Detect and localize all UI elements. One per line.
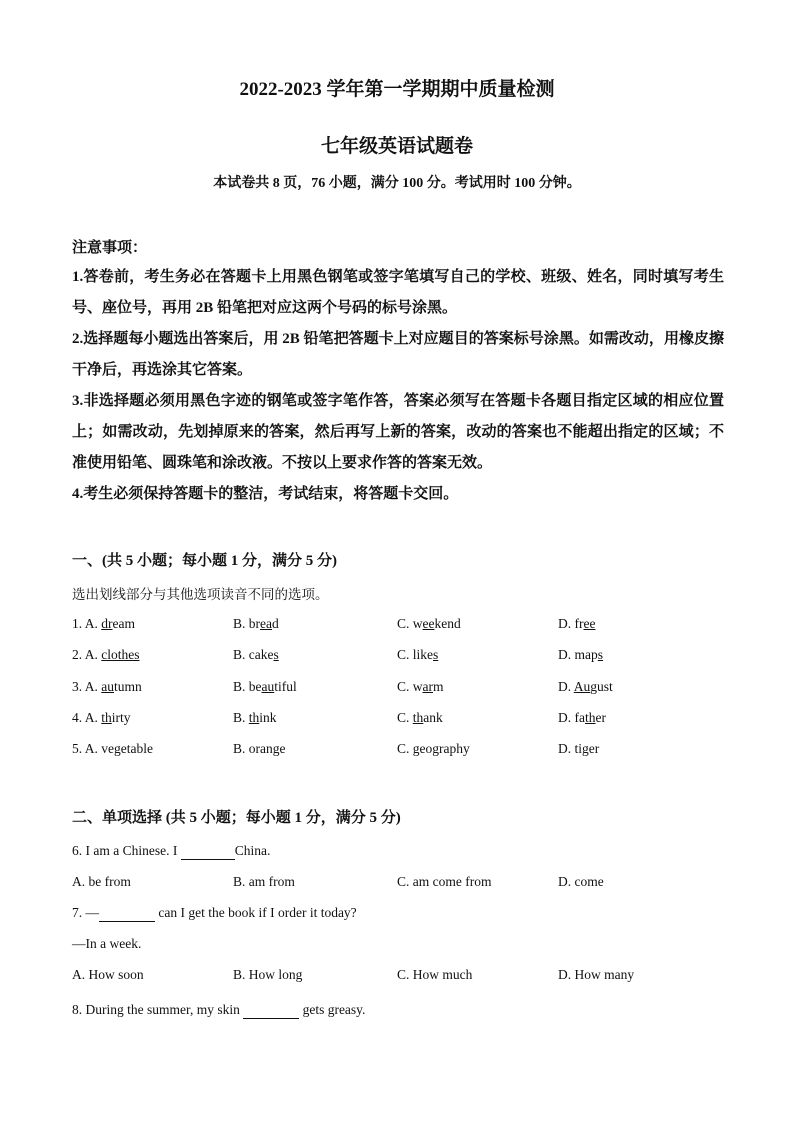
q1-option-b	[233, 616, 279, 632]
q7-blank	[99, 905, 155, 922]
q5-option-d-pre: D. ti	[558, 741, 583, 756]
q5-option-a-pre: 5. A. ve	[72, 741, 114, 756]
q4-option-a-post: irty	[111, 710, 131, 725]
q1-option-d-pre: D. fr	[558, 616, 584, 631]
q3-option-d	[558, 679, 613, 695]
q2-option-b	[233, 647, 279, 663]
q6-option-a: A. be from	[72, 874, 131, 889]
q2-option-d-under: s	[597, 647, 604, 662]
q1-option-b-post: d	[271, 616, 279, 631]
q1-option-a-tail: m	[124, 616, 136, 631]
q1-option-d-under: ee	[583, 616, 596, 631]
q3-option-a-under: au	[101, 679, 115, 694]
q2-option-d-pre: D. map	[558, 647, 598, 662]
question-4-row	[72, 710, 732, 730]
q4-option-c-under: th	[412, 710, 424, 725]
q5-option-c	[397, 741, 470, 757]
q6-stem-end: China.	[234, 843, 271, 858]
q3-option-d-under: Au	[573, 679, 591, 694]
q2-option-c	[397, 647, 438, 663]
q6-stem: 6. I am a Chinese. I	[72, 843, 181, 858]
q1-option-a	[72, 616, 135, 632]
q1-option-a-pre: 1. A.	[72, 616, 102, 631]
q2-option-c-pre: C. like	[397, 647, 433, 662]
q7-option-b: B. How long	[233, 967, 303, 982]
q2-option-a-under: clothes	[101, 647, 140, 662]
section-1-instruction: 选出划线部分与其他选项读音不同的选项。	[72, 587, 329, 602]
q7-option-a: A. How soon	[72, 967, 144, 982]
q6-blank	[181, 843, 235, 860]
q1-option-b-pre: B. br	[233, 616, 260, 631]
q4-option-b-pre: B.	[233, 710, 249, 725]
q8-blank	[243, 1002, 299, 1019]
q5-option-b	[233, 741, 286, 757]
q4-option-d-under: th	[585, 710, 596, 725]
note-item-4: 4.考生必须保持答题卡的整洁，考试结束，将答题卡交回。	[72, 486, 459, 502]
q4-option-b-under: th	[248, 710, 260, 725]
q4-option-c-post: ank	[423, 710, 443, 725]
q3-option-c	[397, 679, 444, 695]
q1-option-a-post: ea	[112, 616, 125, 631]
q5-option-a	[72, 741, 153, 757]
q3-option-a	[72, 679, 142, 695]
q3-option-a-pre: 3. A.	[72, 679, 102, 694]
q3-option-a-post: tumn	[114, 679, 142, 694]
q3-option-b	[233, 679, 297, 695]
q2-option-a	[72, 647, 140, 663]
q6-option-c: C. am come from	[397, 874, 492, 889]
q5-option-b-under: g	[272, 741, 280, 756]
q7-stem: 7. —	[72, 905, 99, 920]
q3-option-d-post: gust	[590, 679, 613, 694]
q1-option-b-under: ea	[260, 616, 272, 631]
q5-option-b-pre: B. oran	[233, 741, 273, 756]
q5-option-b-post: e	[279, 741, 286, 756]
q1-option-c	[397, 616, 461, 632]
q5-option-d-under: g	[582, 741, 589, 756]
q5-option-c-under: g	[412, 741, 420, 756]
q3-option-d-pre: D.	[558, 679, 574, 694]
q4-option-c-pre: C.	[397, 710, 413, 725]
paper-title: 七年级英语试题卷	[320, 136, 473, 157]
q7-options	[72, 967, 732, 987]
q7-stem-end: can I get the book if I order it today?	[155, 905, 357, 920]
q4-option-b	[233, 710, 277, 726]
q8-stem: 8. During the summer, my skin	[72, 1002, 244, 1017]
question-8	[72, 1002, 365, 1019]
q2-option-a-pre: 2. A.	[72, 647, 102, 662]
q1-option-c-post: kend	[434, 616, 461, 631]
q2-option-b-under: s	[273, 647, 279, 662]
note-item-2: 2.选择题每小题选出答案后，用 2B 铅笔把答题卡上对应题目的答案标号涂黑。如需改动，用橡皮擦干净后，再选涂其它答案。	[72, 331, 724, 378]
question-1-row	[72, 616, 732, 636]
q3-option-c-under: ar	[422, 679, 434, 694]
q7-reply: —In a week.	[72, 936, 142, 951]
q7-option-d: D. How many	[558, 967, 635, 982]
q4-option-a	[72, 710, 131, 726]
q3-option-c-post: m	[433, 679, 444, 694]
q4-option-d-pre: D. fa	[558, 710, 585, 725]
q4-option-b-post: ink	[259, 710, 277, 725]
note-item-1: 1.答卷前，考生务必在答题卡上用黑色钢笔或签字笔填写自己的学校、班级、姓名，同时填写考生号、座位号，再用 2B 铅笔把对应这两个号码的标号涂黑。	[72, 269, 724, 316]
q2-option-b-pre: B. cake	[233, 647, 274, 662]
q3-option-c-pre: C. w	[397, 679, 423, 694]
q5-option-a-under: g	[114, 741, 121, 756]
notes-heading: 注意事项：	[72, 240, 148, 256]
exam-info: 本试卷共 8 页，76 小题，满分 100 分。考试用时 100 分钟。	[213, 176, 581, 191]
section-2-heading: 二、单项选择 (共 5 小题；每小题 1 分，满分 5 分)	[72, 810, 401, 826]
question-2-row	[72, 647, 732, 667]
question-5-row	[72, 741, 732, 761]
section-1-heading: 一、(共 5 小题；每小题 1 分，满分 5 分)	[72, 553, 337, 569]
q2-option-c-under: s	[433, 647, 439, 662]
q4-option-d	[558, 710, 606, 726]
q7-option-c: C. How much	[397, 967, 473, 982]
q4-option-c	[397, 710, 443, 726]
q3-option-b-pre: B. be	[233, 679, 262, 694]
q5-option-d	[558, 741, 599, 757]
question-6	[72, 843, 270, 860]
q4-option-d-post: er	[595, 710, 607, 725]
q5-option-a-post: etable	[120, 741, 153, 756]
q4-option-a-pre: 4. A.	[72, 710, 102, 725]
q5-option-c-post: eography	[419, 741, 470, 756]
q2-option-d	[558, 647, 603, 663]
q1-option-c-pre: C. w	[397, 616, 423, 631]
q4-option-a-under: th	[101, 710, 112, 725]
q3-option-b-under: au	[261, 679, 275, 694]
q6-option-b: B. am from	[233, 874, 295, 889]
q8-stem-end: gets greasy.	[299, 1002, 366, 1017]
q1-option-d	[558, 616, 595, 632]
q5-option-c-pre: C.	[397, 741, 413, 756]
q6-options	[72, 874, 732, 894]
exam-title: 2022-2023 学年第一学期期中质量检测	[239, 79, 555, 100]
q3-option-b-post: tiful	[274, 679, 297, 694]
q5-option-d-post: er	[588, 741, 600, 756]
q6-option-d: D. come	[558, 874, 604, 889]
question-7	[72, 905, 357, 922]
note-item-3: 3.非选择题必须用黑色字迹的钢笔或签字笔作答，答案必须写在答题卡各题目指定区域的相应位置上；如需改动，先划掉原来的答案，然后再写上新的答案，改动的答案也不能超出指定的区域；不准使用铅笔、圆珠笔和涂改液。不按以上要求作答的答案无效。	[72, 393, 724, 471]
q1-option-a-under: dr	[101, 616, 113, 631]
question-3-row	[72, 679, 732, 699]
q1-option-c-under: ee	[422, 616, 435, 631]
